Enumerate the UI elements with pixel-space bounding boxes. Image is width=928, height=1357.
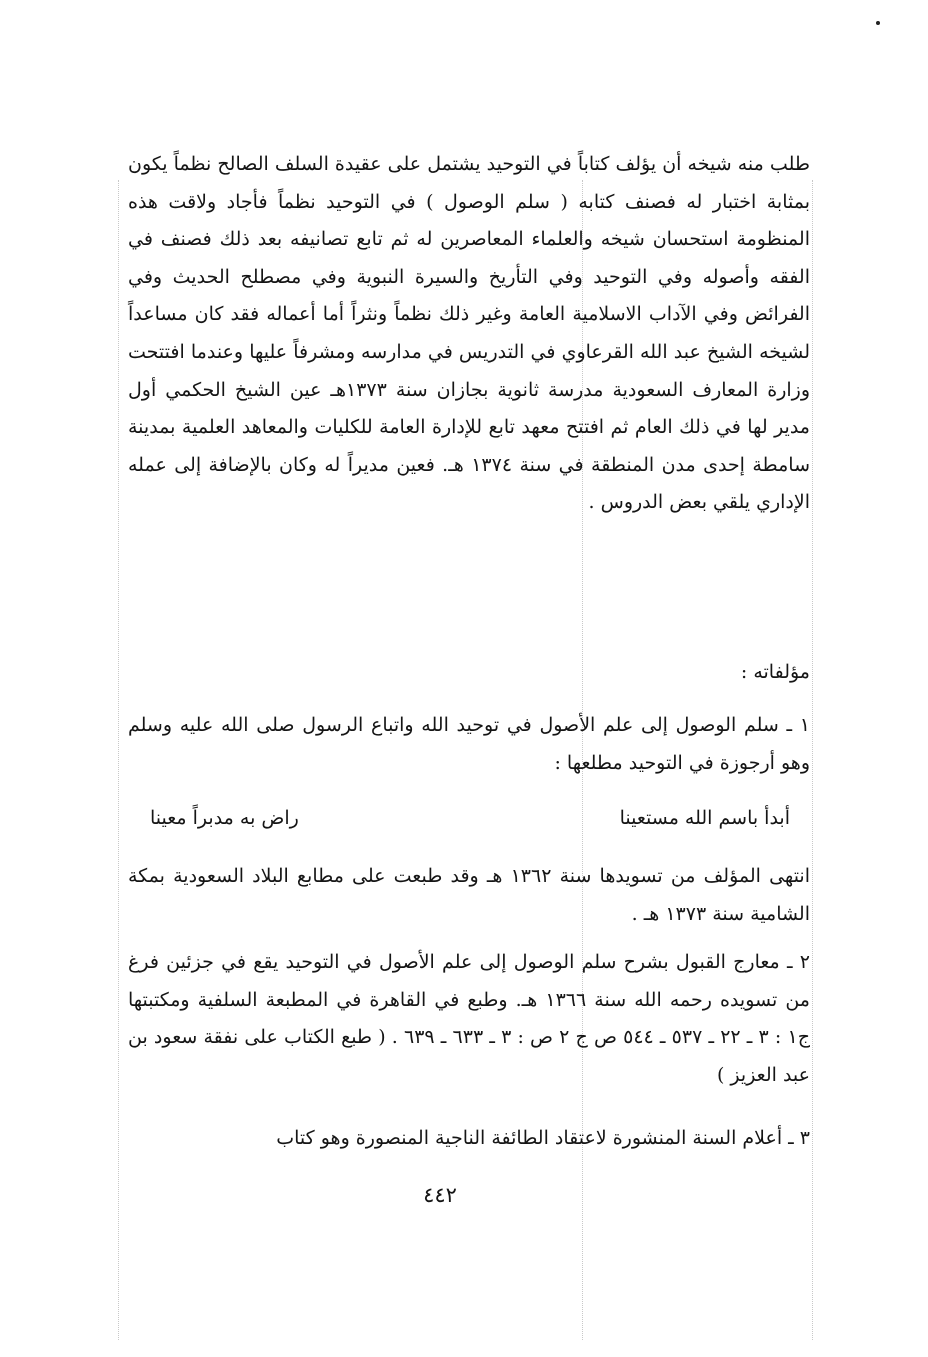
verse-first-hemistich: أبدأ باسم الله مستعينا xyxy=(619,807,790,829)
page-number: ٤٤٢ xyxy=(423,1183,457,1207)
work-item-3 xyxy=(128,1120,810,1158)
scan-fold-line-left xyxy=(118,180,119,1340)
scan-fold-line-right xyxy=(812,180,813,1340)
works-heading xyxy=(128,654,810,692)
work-item-3-text: ٣ ـ أعلام السنة المنشورة لاعتقاد الطائفة الناجية المنصورة وهو كتاب xyxy=(276,1127,810,1149)
scan-speck xyxy=(876,21,880,25)
work-item-2-text: ٢ ـ معارج القبول بشرح سلم الوصول إلى علم الأصول في التوحيد يقع في جزئين فرغ من تسويده رحمه الله سنة ١٣٦٦ هـ. وطبع في القاهرة في المطبعة السلفية ومكتبتها ج١ : ٣ ـ ٢٢ ـ ٥٣٧ ـ ٥٤٤ ص ج ٢ ص : ٣ ـ ٦٣٣ ـ ٦٣٩ . ( طبع الكتاب على نفقة سعود بن عبد العزيز ) xyxy=(128,951,810,1086)
work-item-1-text: ١ ـ سلم الوصول إلى علم الأصول في توحيد الله واتباع الرسول صلى الله عليه وسلم وهو أرجوزة في التوحيد مطلعها : xyxy=(128,714,810,774)
works-heading-text: مؤلفاته : xyxy=(740,661,810,683)
verse-second-hemistich: راض به مدبراً معينا xyxy=(150,807,299,829)
work-item-1-note xyxy=(128,858,810,933)
work-item-1 xyxy=(128,707,810,782)
work-item-2 xyxy=(128,944,810,1094)
opening-verse xyxy=(150,807,790,837)
biography-paragraph xyxy=(128,146,810,522)
biography-text: طلب منه شيخه أن يؤلف كتاباً في التوحيد يشتمل على عقيدة السلف الصالح نظماً يكون بمثابة اختبار له فصنف كتابه ( سلم الوصول ) في التوحيد نظماً فأجاد ولاقت هذه المنظومة استحسان شيخه والعلماء المعاصرين له ثم تابع تصانيفه بعد ذلك فصنف في الفقه وأصوله وفي التوحيد وفي التأريخ والسيرة النبوية وفي مصطلح الحديث وفي الفرائض وفي الآداب الاسلامية العامة وغير ذلك نظماً ونثراً أما أعماله فقد كان مساعداً لشيخه الشيخ عبد الله القرعاوي في التدريس في مدارسه ومشرفاً عليها وعندما افتتحت وزارة المعارف السعودية مدرسة ثانوية بجازان سنة ١٣٧٣هـ عين الشيخ الحكمي أول مدير لها في ذلك العام ثم افتتح معهد تابع للإدارة العامة للكليات والمعاهد العلمية بمدينة سامطة إحدى مدن المنطقة في سنة ١٣٧٤ هـ. فعين مديراً له وكان بالإضافة إلى عمله الإداري يلقي بعض الدروس . xyxy=(128,153,810,514)
work-item-1-note-text: انتهى المؤلف من تسويدها سنة ١٣٦٢ هـ وقد طبعت على مطابع البلاد السعودية بمكة الشامية سنة ١٣٧٣ هـ . xyxy=(128,865,810,925)
